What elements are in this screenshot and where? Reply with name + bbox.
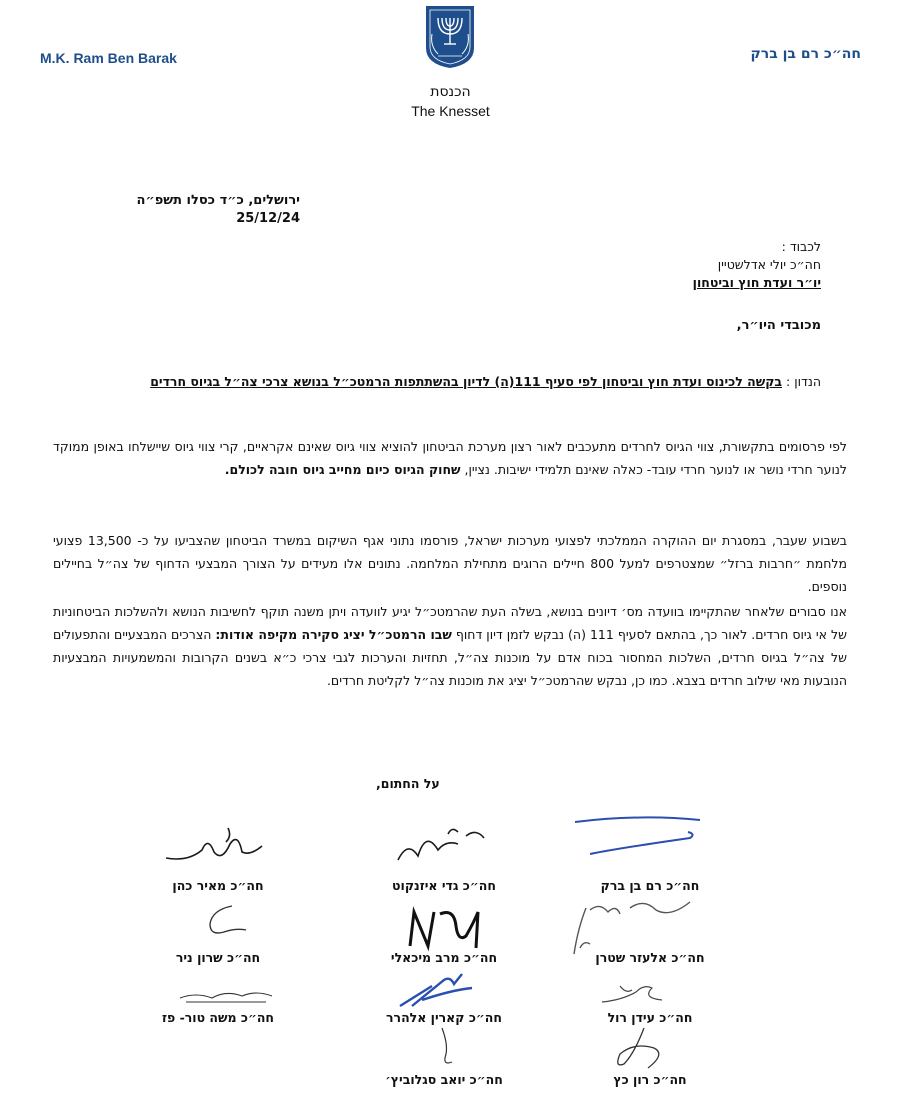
signatory-name: חה״כ רון כץ <box>613 1072 687 1087</box>
knesset-title-english: The Knesset <box>411 103 490 119</box>
signature-drawing <box>388 820 498 870</box>
subject-line <box>101 372 821 391</box>
letter-date <box>80 192 300 228</box>
signatory-name: חה״כ יואב סגלוביץ׳ <box>385 1072 503 1087</box>
signature-drawing <box>604 1024 674 1072</box>
signatory-name: חה״כ מאיר כהן <box>172 878 264 893</box>
body-paragraph-2: בשבוע שעבר, במסגרת יום ההוקרה הממלכתי לפצועי מערכות ישראל, פורסמו נתוני אגף השיקום במשרד הביטחון שהצביעו על כ- 13,500 פצועי מלחמת ״חרבות ברזל״ שמצטרפים למעל 800 חיילים הרוגים מתחילת המלחמה. נתונים אלו מעידים על הצורך המבצעי הדחוף של צה״ל בחיילים נוספים. <box>53 533 847 594</box>
signatory-name: חה״כ קארין אלהרר <box>386 1010 502 1025</box>
body-paragraph-3 <box>53 600 847 692</box>
signature-drawing <box>592 976 672 1010</box>
p3-text-c: הצרכים המבצעיים והתפעולים של צה״ל בגיוס חרדים, השלכות המחסור בכוח אדם על מוכנות צה״ל, תחזיות והערכות לגבי צרכי כ״א בשנים הקרובות והמשמעויות המבצעיות הנובעות מאי שילוב חרדים בצבא. כמו כן, נבקש שהרמטכ״ל יציג את מוכנות צה״ל לקליטת חרדים. <box>53 627 847 688</box>
knesset-title-hebrew: הכנסת <box>430 84 471 100</box>
subject-prefix: הנדון : <box>782 374 821 389</box>
signature-drawing <box>392 970 492 1010</box>
signatory-name: חה״כ עידן רול <box>607 1010 693 1025</box>
p1-bold: שחוק הגיוס כיום מחייב גיוס חובה לכולם. <box>224 462 461 477</box>
mk-name-english: M.K. Ram Ben Barak <box>40 50 177 66</box>
signatory-name: חה״כ גדי איזנקוט <box>392 878 496 893</box>
body-paragraph-1 <box>53 435 847 481</box>
addressee-block <box>521 238 821 292</box>
signatory-name: חה״כ מרב מיכאלי <box>390 950 498 965</box>
subject-text: בקשה לכינוס ועדת חוץ וביטחון לפי סעיף 111(ה) לדיון בהשתתפות הרמטכ״ל בנושא צרכי צה״ל בגיוס חרדים <box>150 374 783 389</box>
signatory-name: חה״כ רם בן ברק <box>600 878 700 893</box>
addressee-name: חה״כ יולי אדלשטיין <box>717 257 821 272</box>
p3-bold: שבו הרמטכ״ל יציג סקירה מקיפה אודות: <box>215 627 452 642</box>
signature-drawing <box>176 984 276 1008</box>
signatory-name: חה״כ אלעזר שטרן <box>595 950 705 965</box>
signature-drawing <box>560 888 700 958</box>
date-gregorian: 25/12/24 <box>236 211 300 226</box>
signoff: על החתום, <box>376 776 440 791</box>
p1-text: לפי פרסומים בתקשורת, צווי הגיוס לחרדים מתעכבים לאור רצון מערכת הביטחון להוציא צווי גיוס שאינם אקראיים, קרי צווי גיוס שיישלחו באופן ממוקד לנוער חרדי נושר או לנוער חרדי עובד- כאלה שאינם תלמידי ישיבות. נציין, <box>53 439 847 477</box>
signatory-name: חה״כ משה טור- פז <box>161 1010 275 1025</box>
mk-name-hebrew: חה״כ רם בן ברק <box>750 46 861 62</box>
addressee-to: לכבוד : <box>781 239 821 254</box>
date-hebrew: ירושלים, כ״ד כסלו תשפ״ה <box>136 193 300 208</box>
addressee-title: יו״ר ועדת חוץ וביטחון <box>692 275 821 290</box>
signature-drawing <box>426 1024 466 1070</box>
p3-text-a: אנו סבורים שלאחר שהתקיימו בוועדה מס׳ דיונים בנושא, בשלה העת שהרמטכ״ל יגיע לוועדה ויתן משנה תוקף לחשיבות הנושא ולהשלכות הביטחוניות של אי גיוס חרדים. לאור כך, בהתאם לסעיף 111 (ה) נבקש לזמן דיון דחוף <box>53 604 847 642</box>
signatory-name: חה״כ שרון ניר <box>175 950 261 965</box>
signature-drawing <box>158 822 268 872</box>
menorah-emblem-icon <box>424 4 476 70</box>
signature-drawing <box>196 900 256 944</box>
signature-drawing <box>570 814 710 864</box>
greeting: מכובדי היו״ר, <box>736 318 821 333</box>
